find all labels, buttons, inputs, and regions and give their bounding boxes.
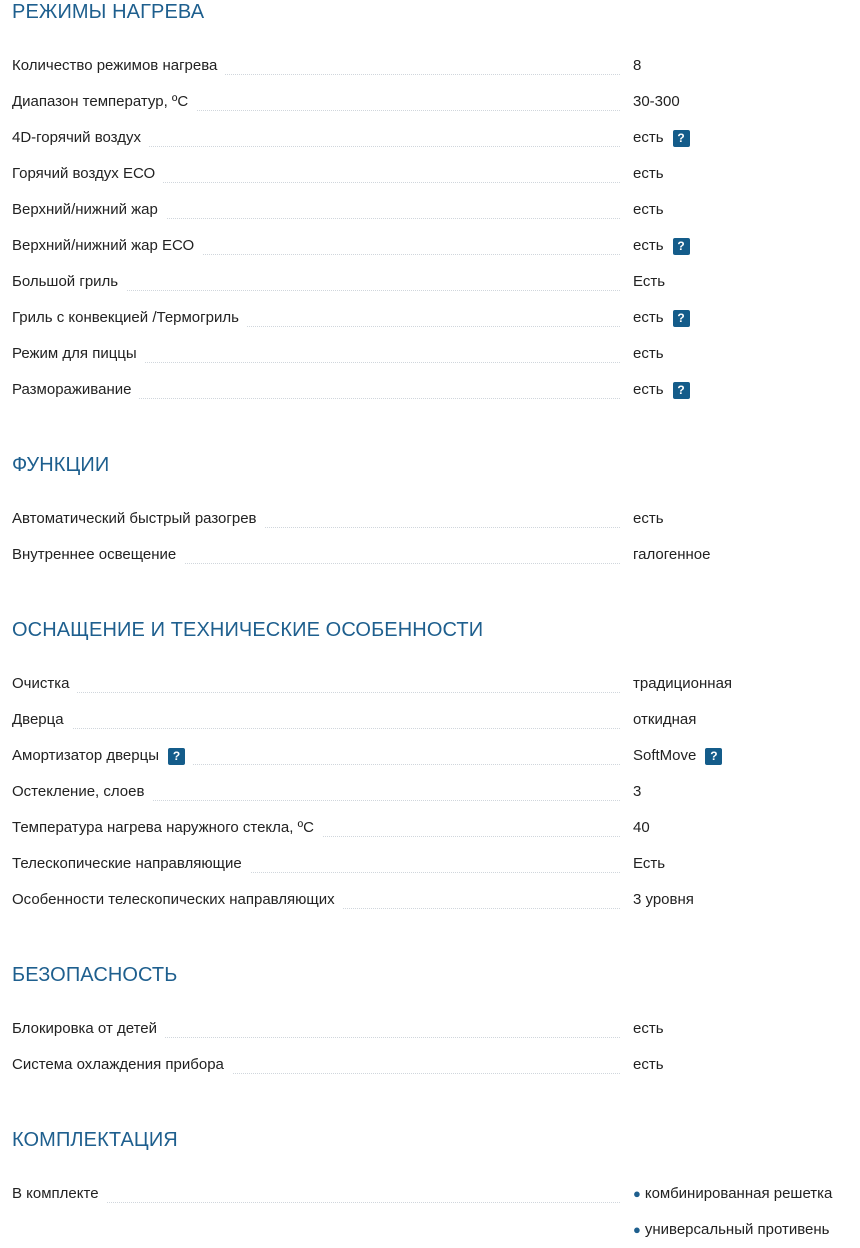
section-title: БЕЗОПАСНОСТЬ [12,964,178,986]
spec-value: галогенное [633,546,711,563]
spec-value: SoftMove ? [633,746,722,766]
spec-value: 40 [633,819,650,836]
spec-row [0,810,860,846]
spec-label: В комплекте [12,1184,107,1204]
spec-value: 30-300 [633,93,680,110]
spec-label: Амортизатор дверцы ? [12,746,193,766]
dotted-leader [12,692,620,693]
section-package [0,1128,860,1248]
spec-value: есть [633,510,664,527]
help-icon[interactable]: ? [673,382,690,399]
help-icon[interactable]: ? [673,130,690,147]
spec-value: есть [633,345,664,362]
bullet-icon: ● [633,1222,641,1237]
spec-label: Автоматический быстрый разогрев [12,509,265,529]
spec-row [0,537,860,573]
spec-label: Верхний/нижний жар ЕСО [12,236,202,256]
spec-row [0,48,860,84]
spec-label: Система охлаждения прибора [12,1055,232,1075]
spec-value: 3 [633,783,642,800]
help-icon[interactable]: ? [168,748,185,765]
spec-value: есть ? [633,128,690,148]
spec-row [0,264,860,300]
section-equipment [0,618,860,918]
spec-row [0,336,860,372]
spec-label: 4D-горячий воздух [12,128,149,148]
spec-label: Размораживание [12,380,139,400]
spec-row [0,156,860,192]
section-title: КОМПЛЕКТАЦИЯ [12,1129,178,1151]
list-item: ● комбинированная решетка [633,1185,833,1202]
spec-label: Внутреннее освещение [12,545,184,565]
spec-value: есть ? [633,236,690,256]
spec-label: Режим для пиццы [12,344,145,364]
spec-value: есть ? [633,380,690,400]
spec-row [0,738,860,774]
spec-label: Верхний/нижний жар [12,200,166,220]
spec-value: откидная [633,711,697,728]
spec-row [0,774,860,810]
spec-row [0,372,860,408]
spec-row [0,120,860,156]
spec-row [0,501,860,537]
section-functions [0,453,860,573]
spec-row [0,84,860,120]
spec-label: Очистка [12,674,77,694]
spec-label: Большой гриль [12,272,126,292]
spec-row [0,1047,860,1083]
spec-value: традиционная [633,675,733,692]
help-icon[interactable]: ? [673,310,690,327]
spec-row [0,1176,860,1248]
spec-value: есть [633,165,664,182]
spec-value: есть ? [633,308,690,328]
section-heating-modes [0,0,860,408]
spec-label: Горячий воздух ЕСО [12,164,163,184]
spec-value: 8 [633,57,642,74]
help-icon[interactable]: ? [673,238,690,255]
spec-label: Особенности телескопических направляющих [12,890,343,910]
spec-row [0,300,860,336]
spec-label: Блокировка от детей [12,1019,165,1039]
section-title: РЕЖИМЫ НАГРЕВА [12,1,205,23]
spec-label: Количество режимов нагрева [12,56,225,76]
spec-value: есть [633,1020,664,1037]
package-list [633,1176,832,1248]
dotted-leader [12,728,620,729]
spec-value: есть [633,1056,664,1073]
spec-label: Температура нагрева наружного стекла, ºС [12,818,322,838]
spec-label: Диапазон температур, ºС [12,92,196,112]
spec-row [0,702,860,738]
spec-row [0,192,860,228]
list-item: ● универсальный противень [633,1221,830,1238]
spec-row [0,882,860,918]
help-icon[interactable]: ? [705,748,722,765]
section-title: ОСНАЩЕНИЕ И ТЕХНИЧЕСКИЕ ОСОБЕННОСТИ [12,619,484,641]
section-title: ФУНКЦИИ [12,454,110,476]
spec-value: Есть [633,273,666,290]
section-safety [0,963,860,1083]
spec-label: Гриль с конвекцией /Термогриль [12,308,247,328]
spec-row [0,666,860,702]
spec-label: Дверца [12,710,72,730]
spec-value: Есть [633,855,666,872]
bullet-icon: ● [633,1186,641,1201]
spec-label: Телескопические направляющие [12,854,250,874]
spec-row [0,1011,860,1047]
spec-row [0,846,860,882]
spec-value: 3 уровня [633,891,694,908]
spec-label: Остекление, слоев [12,782,152,802]
spec-row [0,228,860,264]
spec-value: есть [633,201,664,218]
